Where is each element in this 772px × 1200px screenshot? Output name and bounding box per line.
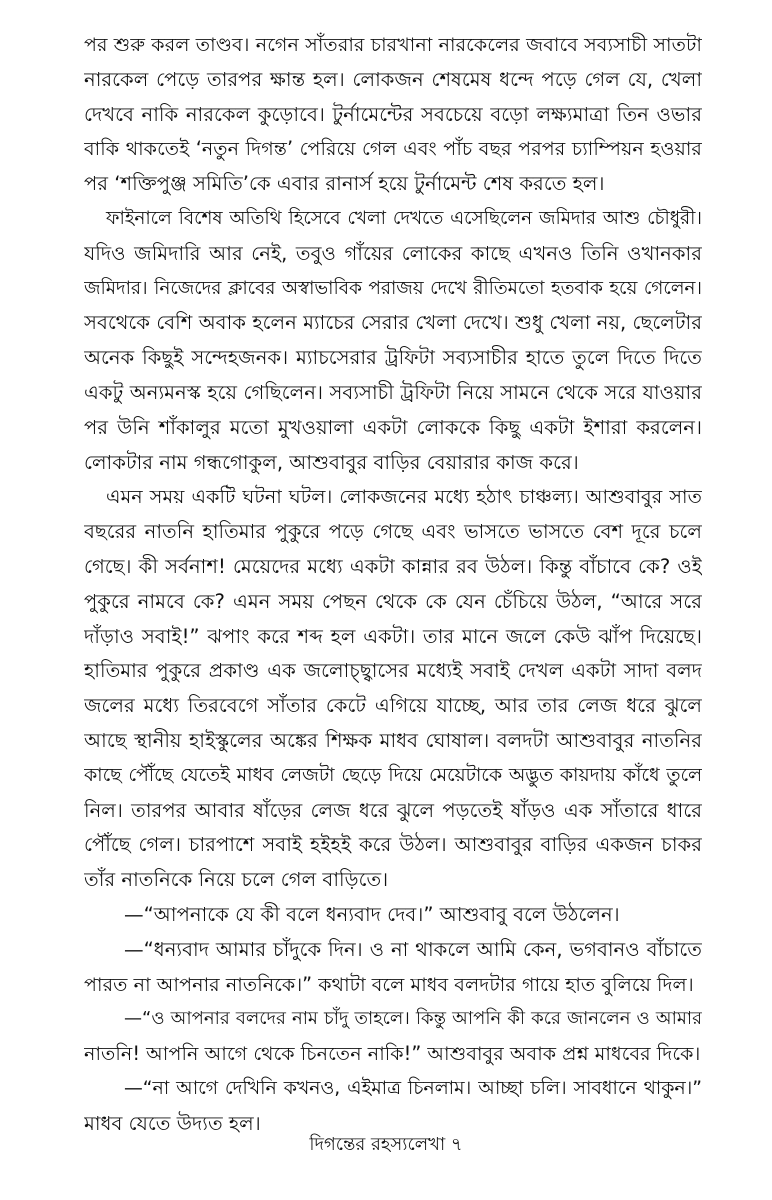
text-line: পর ‘শক্তিপুঞ্জ সমিতি’কে এবার রানার্স হয়ে টুর্নামেন্ট শেষ করতে হল। xyxy=(84,172,605,196)
text-line: একটু অন্যমনস্ক হয়ে গেছিলেন। সব্যসাচী ট্রফিটা নিয়ে সামনে থেকে সরে যাওয়ার xyxy=(84,380,702,404)
text-line: —“না আগে দেখিনি কখনও, এইমাত্র চিনলাম। আচ্ছা চলি। সাবধানে থাকুন।” xyxy=(124,1077,702,1099)
text-line: পারত না আপনার নাতনিকে।” কথাটা বলে মাধব বলদটার গায়ে হাত বুলিয়ে দিল। xyxy=(84,972,694,996)
text-line: —“ও আপনার বলদের নাম চাঁদু তাহলে। কিন্তু আপনি কী করে জানলেন ও আমার xyxy=(124,1008,702,1030)
text-line: কাছে পৌঁছে যেতেই মাধব লেজটা ছেড়ে দিয়ে মেয়েটাকে অদ্ভুত কায়দায় কাঁধে তুলে xyxy=(84,764,702,786)
page-footer xyxy=(0,1130,772,1161)
page-number: ৭ xyxy=(450,1134,463,1155)
text-line: আছে স্থানীয় হাইস্কুলের অঙ্কের শিক্ষক মাধব ঘোষাল। বলদটা আশুবাবুর নাতনির xyxy=(84,728,702,752)
text-line: সবথেকে বেশি অবাক হলেন ম্যাচের সেরার খেলা দেখে। শুধু খেলা নয়, ছেলেটার xyxy=(84,311,702,335)
paragraph xyxy=(84,28,702,202)
text-line: ফাইনালে বিশেষ অতিথি হিসেবে খেলা দেখতে এসেছিলেন জমিদার আশু চৌধুরী। xyxy=(106,207,702,229)
text-line: অনেক কিছুই সন্দেহজনক। ম্যাচসেরার ট্রফিটা সব্যসাচীর হাতে তুলে দিতে দিতে xyxy=(84,346,702,370)
text-line: যদিও জমিদারি আর নেই, তবুও গাঁয়ের লোকের কাছে এখনও তিনি ওখানকার xyxy=(84,241,702,265)
paragraph xyxy=(84,480,702,898)
text-line: পর শুরু করল তাণ্ডব। নগেন সাঁতরার চারখানা নারকেলের জবাবে সব্যসাচী সাতটা xyxy=(84,33,702,56)
text-line: —“ধন্যবাদ আমার চাঁদুকে দিন। ও না থাকলে আমি কেন, ভগবানও বাঁচাতে xyxy=(124,937,702,961)
text-line: হাতিমার পুকুরে প্রকাণ্ড এক জলোচ্ছ্বাসের মধ্যেই সবাই দেখল একটা সাদা বলদ xyxy=(84,659,702,683)
text-line: নারকেল পেড়ে তারপর ক্ষান্ত হল। লোকজন শেষমেষ ধন্দে পড়ে গেল যে, খেলা xyxy=(84,67,702,91)
paragraph xyxy=(84,898,702,933)
text-line: নিল। তারপর আবার ষাঁড়ের লেজ ধরে ঝুলে পড়তেই ষাঁড়ও এক সাঁতারে ধারে xyxy=(84,798,702,822)
text-line: তাঁর নাতনিকে নিয়ে চলে গেল বাড়িতে। xyxy=(84,868,389,892)
paragraph xyxy=(84,933,702,1003)
text-line: লোকটার নাম গন্ধগোকুল, আশুবাবুর বাড়ির বেয়ারার কাজ করে। xyxy=(84,450,579,474)
text-line: এমন সময় একটি ঘটনা ঘটল। লোকজনের মধ্যে হঠাৎ চাঞ্চল্য। আশুবাবুর সাত xyxy=(106,485,702,509)
text-line: পর উনি শাঁকালুর মতো মুখওয়ালা একটা লোককে কিছু একটা ইশারা করলেন। xyxy=(84,415,702,439)
text-line: —“আপনাকে যে কী বলে ধন্যবাদ দেব।” আশুবাবু বলে উঠলেন। xyxy=(124,902,620,926)
text-line: পৌঁছে গেল। চারপাশে সবাই হইহই করে উঠল। আশুবাবুর বাড়ির একজন চাকর xyxy=(84,833,702,857)
text-line: বছরের নাতনি হাতিমার পুকুরে পড়ে গেছে এবং ভাসতে ভাসতে বেশ দূরে চলে xyxy=(84,520,702,544)
text-line: গেছে। কী সর্বনাশ! মেয়েদের মধ্যে একটা কান্নার রব উঠল। কিন্তু বাঁচাবে কে? ওই xyxy=(84,554,702,578)
paragraph xyxy=(84,1002,702,1072)
body-text xyxy=(84,28,702,1142)
text-line: দাঁড়াও সবাই!” ঝপাং করে শব্দ হল একটা। তার মানে জলে কেউ ঝাঁপ দিয়েছে। xyxy=(84,624,702,648)
text-line: মাধব যেতে উদ্যত হল। xyxy=(84,1111,261,1135)
text-line: নাতনি! আপনি আগে থেকে চিনতেন নাকি!” আশুবাবুর অবাক প্রশ্ন মাধবের দিকে। xyxy=(84,1042,701,1066)
text-line: পুকুরে নামবে কে? এমন সময় পেছন থেকে কে যেন চেঁচিয়ে উঠল, “আরে সরে xyxy=(84,589,702,613)
paragraph xyxy=(84,202,702,480)
text-line: জলের মধ্যে তিরবেগে সাঁতার কেটে এগিয়ে যাচ্ছে, আর তার লেজ ধরে ঝুলে xyxy=(84,694,702,718)
running-title: দিগন্তের রহস্যলেখা xyxy=(309,1134,446,1155)
text-line: জমিদার। নিজেদের ক্লাবের অস্বাভাবিক পরাজয় দেখে রীতিমতো হতবাক হয়ে গেলেন। xyxy=(84,277,702,299)
text-line: দেখবে নাকি নারকেল কুড়োবে। টুর্নামেন্টের সবচেয়ে বড়ো লক্ষ্যমাত্রা তিন ওভার xyxy=(84,102,702,126)
text-line: বাকি থাকতেই ‘নতুন দিগন্ত’ পেরিয়ে গেল এবং পাঁচ বছর পরপর চ্যাম্পিয়ন হওয়ার xyxy=(84,137,702,161)
